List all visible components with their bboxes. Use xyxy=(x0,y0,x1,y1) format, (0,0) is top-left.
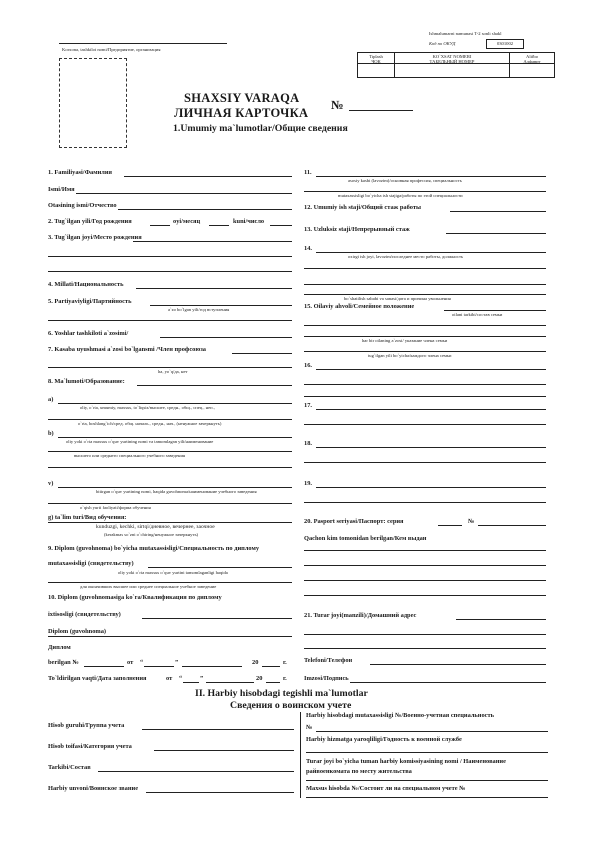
field-8v-2[interactable] xyxy=(48,503,292,504)
field-kasaba-2[interactable] xyxy=(48,367,292,368)
field-8v[interactable] xyxy=(58,487,292,488)
field-familiya[interactable] xyxy=(124,176,292,177)
field-yaroqliligi[interactable] xyxy=(306,752,548,753)
field-12[interactable] xyxy=(450,211,546,212)
label-8b: b) xyxy=(48,430,54,437)
field-kasaba[interactable] xyxy=(232,353,292,354)
hint-11-2: mutaxassisligi bo`yicha ish stajiga/работы по этой специальности xyxy=(338,193,463,198)
field-pasport-berilgan[interactable] xyxy=(304,550,546,551)
label-15: 15. Oilaviy ahvoli/Семейное положение xyxy=(304,303,415,310)
label-tug-yili: 2. Tug`ilgan yili/Год рождения xyxy=(48,218,132,225)
field-11-2[interactable] xyxy=(304,191,546,192)
section1-heading: 1.Umumiy ma`lumotlar/Общие сведения xyxy=(173,123,348,134)
hint-kasaba: ha, yo`q/да, нет xyxy=(158,369,188,374)
label-11: 11. xyxy=(304,169,312,176)
label-harbiy-unvoni: Harbiy unvoni/Воинское звание xyxy=(48,785,139,792)
label-14: 14. xyxy=(304,245,312,252)
okud-label: Код по ОКУД xyxy=(429,41,456,46)
field-15-3[interactable] xyxy=(304,336,546,337)
field-pasport-berilgan-3[interactable] xyxy=(304,580,546,581)
field-birth-year[interactable] xyxy=(150,225,170,226)
tabel-col1-l2: ЧОК xyxy=(371,59,381,64)
field-8b[interactable] xyxy=(58,437,292,438)
hint-8a-2: o`rta, boshlang`ich/сред. общ. началь., средн., нач., (ненужное зачеркнуть) xyxy=(78,421,222,426)
org-caption: Korxona, tashkilot nomi/Предприятие, организация xyxy=(62,47,161,52)
label-komissiya: Turar joyi bo`yicha tuman harbiy komissiyasining nomi / Наименование xyxy=(306,758,506,765)
label-ot-2: от xyxy=(166,675,173,682)
field-yoshlar[interactable] xyxy=(160,337,292,338)
field-partiya-2[interactable] xyxy=(48,320,292,321)
tabel-col3-l1: Alifbo xyxy=(526,54,538,59)
label-familiya: 1. Familiyasi/Фамилия xyxy=(48,169,113,176)
tabel-table xyxy=(357,52,555,78)
field-16[interactable] xyxy=(316,369,546,370)
tabel-col1-l1: Tiplash xyxy=(369,54,383,59)
field-14[interactable] xyxy=(316,252,546,253)
approval-text: Ishmalumarni namunasi T-2 sonli shakl xyxy=(429,31,502,36)
label-tug-joyi: 3. Tug`ilgan joyi/Место рождения xyxy=(48,234,142,241)
field-harbiy-unvoni[interactable] xyxy=(146,792,294,793)
field-18-2[interactable] xyxy=(304,462,546,463)
field-berilgan-month[interactable] xyxy=(182,666,242,667)
field-16-3[interactable] xyxy=(304,396,546,397)
field-8b-2[interactable] xyxy=(48,451,292,452)
hint-15-3: tug`ilgan yili bo`yicha/каждого члена семьи xyxy=(368,353,452,358)
label-otasining: Otasining ismi/Отчество xyxy=(48,202,117,209)
hint-8v-2: o`qish yurti faoliyati/форма обучения xyxy=(80,505,151,510)
label-imzo: Imzosi/Подпись xyxy=(304,675,349,682)
field-11[interactable] xyxy=(316,176,546,177)
label-kuni: kuni/число xyxy=(233,218,265,225)
label-19: 19. xyxy=(304,480,312,487)
label-partiya: 5. Partiyaviyligi/Партийность xyxy=(48,298,132,305)
field-fill-day[interactable] xyxy=(183,682,199,683)
label-diplom-ru: Диплом xyxy=(48,644,71,651)
label-diplom-spec: 9. Diplom (guvohnoma) bo`yicha mutaxassisligi/Специальность по диплому xyxy=(48,545,260,552)
photo-placeholder xyxy=(59,58,127,148)
field-berilgan-year[interactable] xyxy=(262,666,280,667)
label-pasport-no: № xyxy=(468,518,475,525)
field-fill-month[interactable] xyxy=(206,682,254,683)
card-number-line[interactable] xyxy=(349,110,413,111)
label-kvalifikatsiya: 10. Diplom (guvohnomasiga ko`ra/Квалификация по диплому xyxy=(48,594,222,601)
label-harbiy-no: № xyxy=(306,724,313,731)
field-pasport-seriya[interactable] xyxy=(438,525,462,526)
title-uz: SHAXSIY VARAQA xyxy=(184,91,300,105)
field-birthplace-3[interactable] xyxy=(48,271,292,272)
field-harbiy-mutaxassislik[interactable] xyxy=(316,731,548,732)
field-telefon[interactable] xyxy=(370,664,546,665)
label-pasport-berilgan: Qachon kim tomonidan berilgan/Кем выдан xyxy=(304,535,427,542)
label-year-2: 20 xyxy=(256,675,263,682)
title-ru: ЛИЧНАЯ КАРТОЧКА xyxy=(174,106,309,120)
hint-14: oxirgi ish joyi, lavozim/последнее место работы, должность xyxy=(348,254,464,259)
field-turar-joyi[interactable] xyxy=(456,619,546,620)
label-8v: v) xyxy=(48,480,54,487)
field-hisob-toifasi[interactable] xyxy=(154,750,294,751)
okud-value: 0301002 xyxy=(496,41,514,46)
label-talim-turi: g) ta`lim turi/Вид обучения: xyxy=(48,514,127,521)
tabel-col3-l2: Алфавит xyxy=(523,59,541,64)
field-diplom[interactable] xyxy=(48,636,292,637)
hint-8b: oliy yoki o`rta maxsus o`quv yurtining nomi va tamomlagan yili/наименование xyxy=(66,439,214,444)
field-birthplace-2[interactable] xyxy=(48,256,292,257)
field-partiya[interactable] xyxy=(150,305,292,306)
field-birthplace-1[interactable] xyxy=(133,241,292,242)
label-yaroqliligi: Harbiy hizmatga yaroqliligi/Годность к военной службе xyxy=(306,736,462,743)
label-toldirilgan: To`ldirilgan vaqti/Дата заполнения xyxy=(48,675,147,682)
field-pasport-berilgan-4[interactable] xyxy=(304,595,546,596)
label-berilgan: berilgan № xyxy=(48,659,79,666)
label-telefon: Telefoni/Телефон xyxy=(304,657,353,664)
hint-14-2: bo`shatilish sababi va sanasi/дата и причина увольнения xyxy=(344,296,451,301)
label-ot: от xyxy=(127,659,134,666)
section2-heading-ru: Сведения о воинском учете xyxy=(230,700,352,711)
label-12: 12. Umumiy ish staji/Общий стаж работы xyxy=(304,204,421,211)
field-otasining[interactable] xyxy=(118,209,292,210)
field-17[interactable] xyxy=(316,409,546,410)
label-13: 13. Uzluksiz staji/Непрерывный стаж xyxy=(304,226,410,233)
field-berilgan-no[interactable] xyxy=(84,666,124,667)
label-oyi: oyi/месяц xyxy=(173,218,201,225)
label-yoshlar: 6. Yoshlar tashkiloti a`zosimi/ xyxy=(48,330,129,337)
label-year: 20 xyxy=(252,659,259,666)
label-year-suffix: г. xyxy=(283,659,287,666)
label-ixtisosligi: ixtisosligi (свидетельству) xyxy=(48,611,121,618)
label-pasport: 20. Pasport seriyasi/Паспорт: серия xyxy=(304,518,404,525)
label-tarkibi: Tarkibi/Состав xyxy=(48,764,91,771)
label-maxsus-hisob: Maxsus hisobda №/Состоит ли на специальном учете № xyxy=(306,785,466,792)
hint-diplom: oliy yoki o`rta maxsus o`quv yurtini tamomlaganligi haqida xyxy=(118,570,228,575)
hint-talim-2: (kerakmas so`zni o`chiring/ненужное зачеркнуть) xyxy=(104,532,199,537)
label-8a: a) xyxy=(48,396,54,403)
field-tarkibi[interactable] xyxy=(98,771,294,772)
tabel-col2-l2: ТАБЕЛЬНЫЙ НОМЕР xyxy=(429,59,475,64)
label-diplom-guv: Diplom (guvohnoma) xyxy=(48,628,107,635)
hint-diplom-2: для окончивших высшее или среднее специальное учебное заведение xyxy=(80,584,217,589)
label-harbiy-mutaxassislik: Harbiy hisobdagi mutaxassisligi №/Военно-учетная специальность xyxy=(306,712,495,719)
field-birth-day[interactable] xyxy=(270,225,292,226)
field-19-2[interactable] xyxy=(304,502,546,503)
section2-heading: II. Harbiy hisobdagi tegishli ma`lumotlar xyxy=(195,688,368,699)
field-diplom-spec-2[interactable] xyxy=(48,582,292,583)
label-ismi: Ismi/Имя xyxy=(48,186,75,193)
label-turar-joyi: 21. Turar joyi(manzili)/Домашний адрес xyxy=(304,612,417,619)
label-18: 18. xyxy=(304,440,312,447)
label-17: 17. xyxy=(304,402,312,409)
field-14-4[interactable] xyxy=(304,294,546,295)
label-komissiya-2: райвоенкомата по месту жительства xyxy=(306,768,412,775)
field-birth-month[interactable] xyxy=(209,225,229,226)
field-malumoti[interactable] xyxy=(137,385,292,386)
field-14-2[interactable] xyxy=(304,268,546,269)
field-millati[interactable] xyxy=(136,288,292,289)
field-8a[interactable] xyxy=(58,403,292,404)
hint-8a: oliy, o`rta, umumiy, maxsus, to`liqsiz/высшее, средн., общ., спец., неп., xyxy=(80,405,215,410)
field-18[interactable] xyxy=(316,447,546,448)
hint-15: oilani tarkibi/состав семьи xyxy=(452,312,503,317)
hint-talim: kunduzgi, kechki, sirtqi/дневное, вечернее, заочное xyxy=(96,524,215,530)
field-imzo[interactable] xyxy=(350,682,546,683)
field-talim-turi[interactable] xyxy=(48,522,292,523)
label-hisob-guruhi: Hisob guruhi/Группа учета xyxy=(48,722,125,729)
field-15[interactable] xyxy=(444,310,546,311)
field-16-2[interactable] xyxy=(304,384,546,385)
field-8a-2[interactable] xyxy=(48,419,292,420)
field-15-2[interactable] xyxy=(304,325,546,326)
hint-8b-2: высшего или среднего специального учебного заведения xyxy=(74,453,186,458)
field-berilgan-day[interactable] xyxy=(144,666,174,667)
label-millati: 4. Millati/Национальность xyxy=(48,281,124,288)
field-ismi[interactable] xyxy=(76,193,292,194)
field-turar-joyi-2[interactable] xyxy=(304,634,546,635)
field-14-3[interactable] xyxy=(304,284,546,285)
field-diplom-spec[interactable] xyxy=(148,567,292,568)
field-komissiya[interactable] xyxy=(306,780,548,781)
field-maxsus-hisob[interactable] xyxy=(306,797,548,798)
label-hisob-toifasi: Hisob toifasi/Категория учета xyxy=(48,743,132,750)
hint-15-2: har bir oilaning a`zosi/ указание члена семьи xyxy=(362,338,448,343)
field-hisob-guruhi[interactable] xyxy=(142,729,294,730)
field-fill-year[interactable] xyxy=(266,682,280,683)
field-15-4[interactable] xyxy=(304,351,546,352)
hint-partiya: a`zo bo`lgan yili/год вступления xyxy=(168,307,230,312)
field-turar-joyi-3[interactable] xyxy=(304,648,546,649)
field-8b-3[interactable] xyxy=(48,467,292,468)
label-16: 16. xyxy=(304,362,312,369)
okud-box xyxy=(486,39,524,49)
label-kasaba: 7. Kasaba uyushmasi a`zosi bo`lgansmi /Член профсоюза xyxy=(48,346,207,353)
field-19[interactable] xyxy=(316,487,546,488)
title-number-sign: № xyxy=(331,98,344,112)
org-name-line[interactable] xyxy=(59,43,227,44)
field-pasport-berilgan-2[interactable] xyxy=(304,565,546,566)
hint-11: asosiy kasbi (lavozim)/основная профессия, специальность xyxy=(348,178,462,183)
section2-divider xyxy=(300,712,301,798)
label-malumoti: 8. Ma`lumoti/Образование: xyxy=(48,378,125,385)
field-pasport-no[interactable] xyxy=(478,525,546,526)
tabel-col2-l1: KO`XSAT NOMERI xyxy=(432,54,472,59)
field-ixtisosligi[interactable] xyxy=(142,618,292,619)
label-year-suffix-2: г. xyxy=(283,675,287,682)
field-17-2[interactable] xyxy=(304,424,546,425)
hint-8v: bitirgan o`quv yurtining nomi, haqida guvohnoma/наименование учебного заведения xyxy=(96,489,257,494)
label-diplom-spec-2: mutaxassisligi (свидетельству) xyxy=(48,560,134,567)
field-13[interactable] xyxy=(446,233,546,234)
